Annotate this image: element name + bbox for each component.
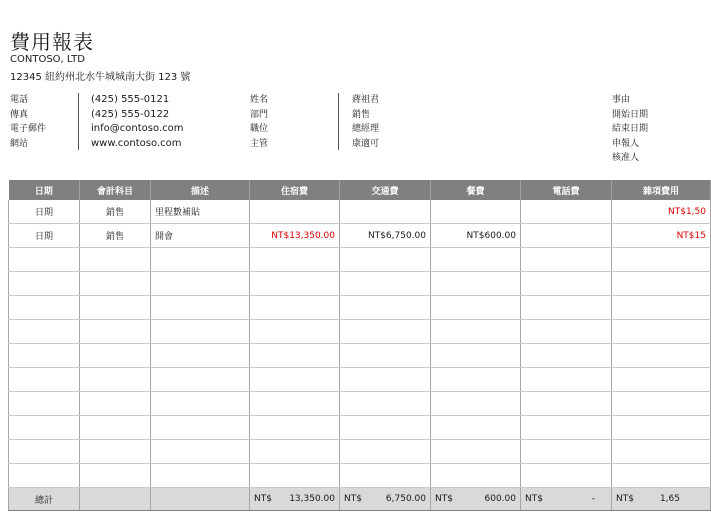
table-cell[interactable] — [9, 368, 80, 392]
table-cell[interactable] — [521, 272, 612, 296]
phone-value[interactable]: (425) 555-0121 — [91, 94, 170, 105]
table-cell[interactable] — [340, 416, 431, 440]
table-cell[interactable] — [521, 416, 612, 440]
table-cell[interactable]: 銷售 — [80, 224, 151, 248]
table-cell[interactable] — [521, 440, 612, 464]
purpose-label: 事由 — [612, 95, 631, 105]
table-cell[interactable]: 日期 — [9, 224, 80, 248]
table-cell[interactable] — [9, 464, 80, 488]
manager-label: 主管 — [250, 138, 269, 149]
col-header-phone[interactable]: 電話費 — [521, 180, 612, 200]
position-label: 職位 — [250, 124, 269, 134]
table-cell[interactable] — [9, 272, 80, 296]
table-row — [9, 320, 711, 344]
table-cell[interactable]: NT$13,350.00 — [250, 224, 340, 248]
table-cell[interactable] — [431, 416, 521, 440]
phone-label: 電話 — [10, 95, 29, 105]
table-cell[interactable] — [521, 392, 612, 416]
table-cell[interactable]: 開會 — [151, 224, 250, 248]
email-value[interactable]: info@contoso.com — [91, 123, 184, 134]
total-lodging — [250, 488, 340, 511]
table-row — [9, 200, 711, 224]
table-row — [9, 464, 711, 488]
trip-labels — [612, 93, 648, 166]
table-cell[interactable] — [521, 296, 612, 320]
total-transport — [340, 488, 431, 511]
total-misc — [612, 488, 711, 511]
start-date-label: 開始日期 — [612, 109, 649, 120]
table-cell[interactable] — [521, 224, 612, 248]
table-cell[interactable] — [80, 248, 151, 272]
table-cell[interactable] — [340, 440, 431, 464]
table-header-row — [9, 180, 711, 200]
table-cell[interactable] — [612, 248, 711, 272]
end-date-label: 結束日期 — [612, 124, 649, 134]
table-cell[interactable] — [9, 296, 80, 320]
table-cell[interactable]: NT$15 — [612, 224, 711, 248]
table-cell[interactable] — [340, 200, 431, 224]
table-cell[interactable] — [431, 440, 521, 464]
table-row — [9, 368, 711, 392]
total-row — [9, 488, 711, 511]
table-cell[interactable] — [612, 272, 711, 296]
table-row — [9, 392, 711, 416]
table-cell[interactable] — [9, 248, 80, 272]
table-cell[interactable] — [612, 440, 711, 464]
table-cell[interactable] — [521, 344, 612, 368]
table-cell[interactable] — [151, 296, 250, 320]
currency-label: NT$ — [344, 494, 362, 504]
table-cell[interactable] — [431, 344, 521, 368]
table-cell[interactable] — [250, 200, 340, 224]
table-cell[interactable]: NT$600.00 — [431, 224, 521, 248]
contact-labels — [10, 93, 46, 151]
table-cell[interactable] — [80, 344, 151, 368]
employee-labels — [250, 93, 268, 151]
table-cell[interactable] — [151, 344, 250, 368]
table-cell[interactable]: 銷售 — [80, 200, 151, 224]
department-label: 部門 — [250, 109, 269, 120]
table-cell[interactable] — [151, 440, 250, 464]
table-cell[interactable] — [250, 464, 340, 488]
company-name: CONTOSO, LTD — [10, 54, 85, 65]
table-cell[interactable] — [612, 392, 711, 416]
currency-label: NT$ — [254, 494, 272, 504]
col-header-account[interactable]: 會計科目 — [80, 180, 151, 200]
table-row — [9, 296, 711, 320]
table-row — [9, 248, 711, 272]
table-cell[interactable] — [521, 200, 612, 224]
table-cell[interactable] — [250, 344, 340, 368]
currency-label: NT$ — [616, 494, 634, 504]
table-cell[interactable] — [80, 440, 151, 464]
name-value[interactable]: 蔣祖君 — [352, 95, 380, 105]
table-cell[interactable] — [250, 248, 340, 272]
table-row — [9, 224, 711, 248]
table-cell[interactable] — [151, 272, 250, 296]
table-cell[interactable] — [431, 392, 521, 416]
table-cell[interactable] — [521, 248, 612, 272]
table-cell[interactable] — [612, 344, 711, 368]
contact-divider — [78, 93, 79, 150]
total-phone — [521, 488, 612, 511]
col-header-transport[interactable]: 交通費 — [340, 180, 431, 200]
col-header-date[interactable]: 日期 — [9, 180, 80, 200]
table-cell[interactable] — [250, 416, 340, 440]
table-cell[interactable] — [151, 320, 250, 344]
table-cell[interactable]: 日期 — [9, 200, 80, 224]
page-title: 費用報表 — [10, 30, 94, 54]
department-value[interactable]: 銷售 — [352, 109, 371, 120]
table-cell[interactable] — [80, 464, 151, 488]
table-row — [9, 440, 711, 464]
table-cell[interactable] — [80, 296, 151, 320]
total-misc-amount: 1,65 — [659, 494, 680, 504]
email-label: 電子郵件 — [10, 124, 47, 134]
table-cell[interactable] — [340, 320, 431, 344]
manager-value[interactable]: 康適可 — [352, 138, 380, 149]
table-cell[interactable] — [9, 344, 80, 368]
total-lodging-amount: 13,350.00 — [289, 494, 335, 504]
table-cell[interactable] — [9, 440, 80, 464]
total-meals — [431, 488, 521, 511]
fax-value[interactable]: (425) 555-0122 — [91, 108, 170, 120]
table-cell[interactable] — [151, 248, 250, 272]
approver-label: 核准人 — [612, 153, 640, 163]
table-cell[interactable] — [9, 416, 80, 440]
table-cell[interactable] — [151, 368, 250, 392]
table-cell[interactable] — [250, 368, 340, 392]
table-cell[interactable] — [80, 320, 151, 344]
expense-table — [8, 180, 711, 511]
col-header-lodging[interactable]: 住宿費 — [250, 180, 340, 200]
currency-label: NT$ — [435, 494, 453, 504]
table-cell[interactable] — [250, 440, 340, 464]
table-row — [9, 344, 711, 368]
table-cell[interactable] — [151, 464, 250, 488]
position-value[interactable]: 總經理 — [352, 124, 380, 134]
name-label: 姓名 — [250, 95, 269, 105]
contact-values — [91, 93, 183, 151]
table-cell[interactable] — [250, 272, 340, 296]
website-label: 網站 — [10, 138, 29, 149]
fax-label: 傳真 — [10, 109, 29, 120]
table-cell[interactable] — [340, 392, 431, 416]
table-cell[interactable] — [250, 320, 340, 344]
table-cell[interactable] — [431, 464, 521, 488]
table-row — [9, 272, 711, 296]
table-cell[interactable] — [250, 392, 340, 416]
table-cell[interactable] — [431, 200, 521, 224]
table-cell[interactable] — [9, 392, 80, 416]
currency-label: NT$ — [525, 494, 543, 504]
table-cell[interactable] — [80, 272, 151, 296]
table-cell[interactable] — [340, 368, 431, 392]
table-cell[interactable] — [612, 296, 711, 320]
company-address: 12345 紐約州北水牛城城南大街 123 號 — [10, 72, 191, 83]
submitter-label: 申報人 — [612, 138, 640, 149]
table-cell[interactable] — [431, 320, 521, 344]
table-cell[interactable] — [521, 368, 612, 392]
table-cell[interactable] — [151, 416, 250, 440]
table-cell[interactable] — [612, 320, 711, 344]
table-cell[interactable] — [521, 320, 612, 344]
table-cell[interactable]: 里程數補貼 — [151, 200, 250, 224]
table-cell[interactable] — [80, 392, 151, 416]
table-cell — [151, 488, 250, 511]
total-label: 總計 — [9, 488, 80, 511]
table-cell[interactable] — [340, 248, 431, 272]
table-cell[interactable] — [612, 368, 711, 392]
table-cell[interactable]: NT$1,50 — [612, 200, 711, 224]
employee-values — [352, 93, 379, 151]
table-cell[interactable] — [250, 296, 340, 320]
table-cell[interactable] — [431, 272, 521, 296]
total-transport-amount: 6,750.00 — [385, 494, 426, 504]
col-header-meals[interactable]: 餐費 — [431, 180, 521, 200]
table-cell[interactable] — [80, 368, 151, 392]
table-cell — [80, 488, 151, 511]
employee-divider — [338, 93, 339, 150]
table-cell[interactable] — [431, 296, 521, 320]
website-value[interactable]: www.contoso.com — [91, 137, 182, 149]
table-cell[interactable] — [612, 464, 711, 488]
table-cell[interactable] — [431, 248, 521, 272]
table-cell[interactable] — [340, 296, 431, 320]
table-row — [9, 416, 711, 440]
table-cell[interactable] — [80, 416, 151, 440]
total-phone-amount: - — [591, 494, 595, 504]
table-cell[interactable] — [431, 368, 521, 392]
table-cell[interactable] — [9, 320, 80, 344]
table-cell[interactable]: NT$6,750.00 — [340, 224, 431, 248]
table-cell[interactable] — [340, 464, 431, 488]
table-cell[interactable] — [612, 416, 711, 440]
table-cell[interactable] — [151, 392, 250, 416]
table-cell[interactable] — [521, 464, 612, 488]
col-header-description[interactable]: 描述 — [151, 180, 250, 200]
total-meals-amount: 600.00 — [484, 494, 516, 504]
col-header-misc[interactable]: 雜項費用 — [612, 180, 711, 200]
table-cell[interactable] — [340, 344, 431, 368]
table-cell[interactable] — [340, 272, 431, 296]
